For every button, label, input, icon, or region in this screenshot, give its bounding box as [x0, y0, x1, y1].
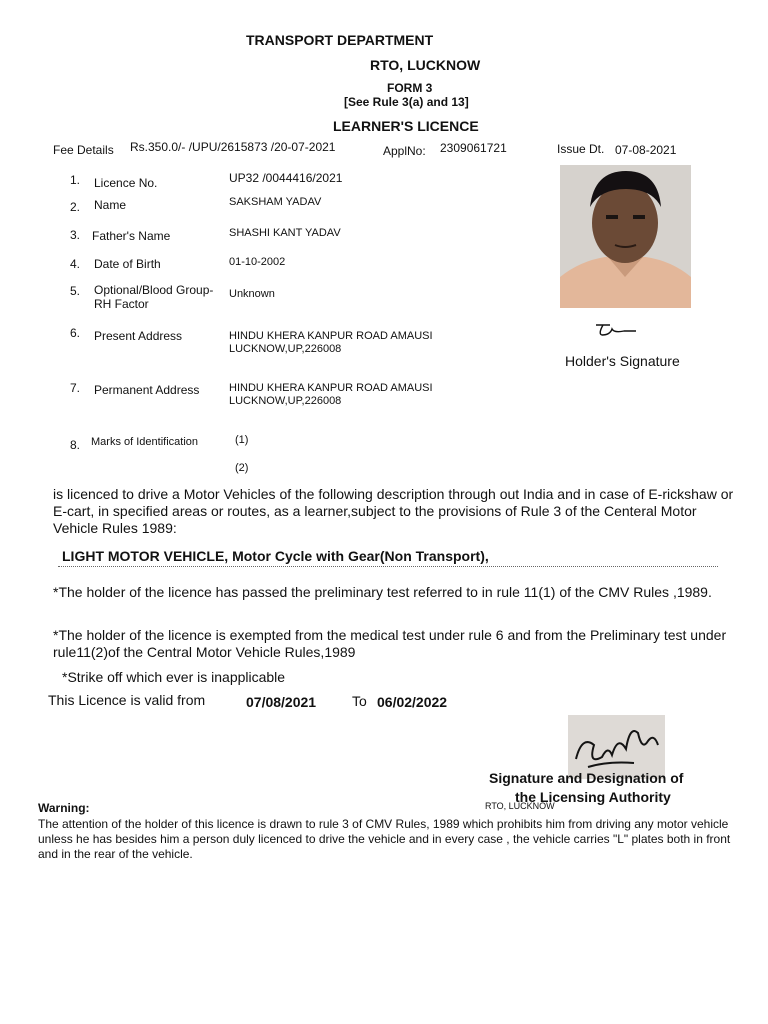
form-number: FORM 3: [387, 81, 433, 95]
field-label-marks-identification: Marks of Identification: [91, 436, 198, 448]
field-number: 4.: [70, 257, 81, 271]
holder-signature-icon: [588, 320, 644, 338]
holder-photo: [560, 165, 691, 308]
warning-text: The attention of the holder of this licence is drawn to rule 3 of CMV Rules, 1989 which prohibits him from driving any motor vehicle unless he has besides him a person duly licenced to drive the vehicle and in every case , the vehicle carries "L" plates both in front and in the rear of the vehicle.: [38, 817, 731, 861]
issue-value: 07-08-2021: [615, 143, 677, 157]
field-value-present-address-2: LUCKNOW,UP,226008: [229, 343, 342, 355]
fee-label: Fee Details: [53, 143, 114, 157]
field-label-name: Name: [94, 198, 127, 212]
field-label-blood-group-2: RH Factor: [94, 297, 149, 311]
person-photo-icon: [560, 165, 691, 308]
vehicle-classes: LIGHT MOTOR VEHICLE, Motor Cycle with Gear(Non Transport),: [62, 548, 489, 564]
valid-to-label: To: [352, 693, 367, 709]
field-label-dob: Date of Birth: [94, 257, 161, 271]
field-label-present-address: Present Address: [94, 329, 183, 343]
form-rule: [See Rule 3(a) and 13]: [344, 95, 469, 109]
licence-description: is licenced to drive a Motor Vehicles of the following description through out India and in case of E-rickshaw or E-cart, in specified areas or routes, as a learner,subject to the provisions of Rule 3 of the Centeral Motor Vehicle Rules 1989:: [53, 486, 734, 536]
authority-line-1: Signature and Designation of: [489, 770, 684, 786]
field-value-dob: 01-10-2002: [229, 256, 286, 268]
validity-label: This Licence is valid from: [48, 692, 206, 708]
divider: [58, 566, 718, 567]
document-title: LEARNER'S LICENCE: [333, 118, 479, 134]
authority-office: RTO, LUCKNOW: [485, 801, 555, 811]
field-value-marks-2: (2): [235, 462, 249, 474]
field-value-licence-no: UP32 /0044416/2021: [229, 171, 343, 185]
field-number: 2.: [70, 200, 81, 214]
authority-line-2: the Licensing Authority: [515, 789, 671, 805]
note-strike-off: *Strike off which ever is inapplicable: [62, 669, 286, 685]
field-value-father-name: SHASHI KANT YADAV: [229, 227, 341, 239]
fee-value: Rs.350.0/- /UPU/2615873 /20-07-2021: [130, 140, 336, 154]
field-label-licence-no: Licence No.: [94, 176, 158, 190]
issue-label: Issue Dt.: [557, 142, 605, 156]
holder-signature-label: Holder's Signature: [565, 353, 680, 369]
appl-label: ApplNo:: [383, 144, 426, 158]
field-number: 3.: [70, 228, 81, 242]
field-value-blood-group: Unknown: [229, 288, 275, 300]
field-value-name: SAKSHAM YADAV: [229, 196, 322, 208]
field-label-father-name: Father's Name: [92, 229, 171, 243]
field-number: 8.: [70, 438, 81, 452]
field-number: 1.: [70, 173, 81, 187]
note-medical-exempt: *The holder of the licence is exempted from the medical test under rule 6 and from the Preliminary test under rule11(2)of the Central Motor Vehicle Rules,1989: [53, 627, 727, 660]
field-value-marks-1: (1): [235, 434, 249, 446]
note-preliminary-test: *The holder of the licence has passed the preliminary test referred to in rule 11(1) of the CMV Rules ,1989.: [53, 584, 712, 600]
valid-from-date: 07/08/2021: [246, 694, 317, 710]
field-label-blood-group: Optional/Blood Group-: [94, 283, 214, 297]
field-number: 7.: [70, 381, 81, 395]
field-value-present-address: HINDU KHERA KANPUR ROAD AMAUSI: [229, 330, 433, 342]
field-value-permanent-address-2: LUCKNOW,UP,226008: [229, 395, 342, 407]
rto-title: RTO, LUCKNOW: [370, 57, 481, 73]
appl-value: 2309061721: [440, 141, 507, 155]
field-label-permanent-address: Permanent Address: [94, 383, 200, 397]
department-title: TRANSPORT DEPARTMENT: [246, 32, 434, 48]
field-number: 6.: [70, 326, 81, 340]
valid-to-date: 06/02/2022: [377, 694, 448, 710]
field-number: 5.: [70, 284, 81, 298]
field-value-permanent-address: HINDU KHERA KANPUR ROAD AMAUSI: [229, 382, 433, 394]
warning-title: Warning:: [38, 801, 90, 815]
